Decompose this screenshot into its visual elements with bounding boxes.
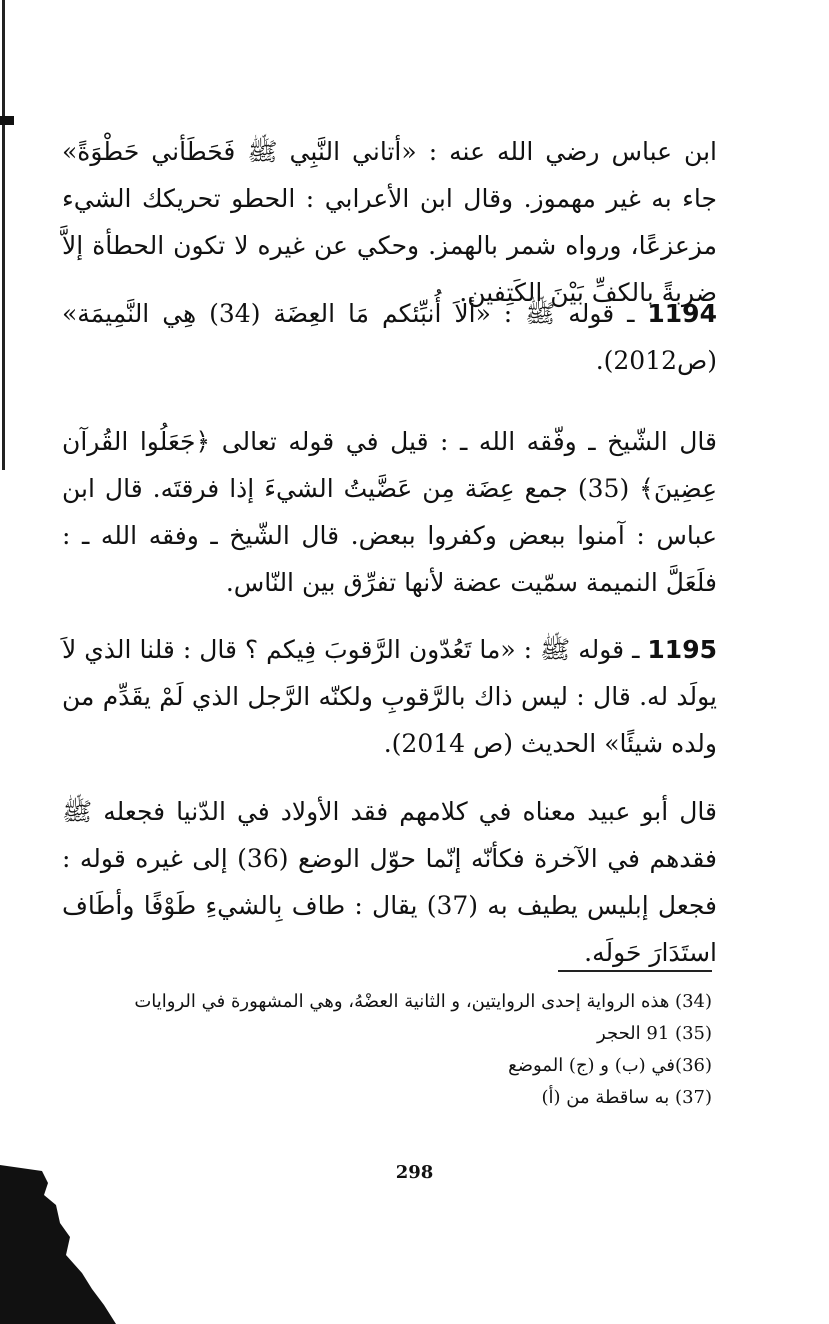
footnote-37: (37) به ساقطة من (أ) — [541, 1087, 712, 1108]
paragraph-4 — [62, 626, 717, 767]
paragraph-2 — [62, 290, 717, 384]
paragraph-1 — [62, 128, 717, 316]
scan-shadow-corner — [0, 1165, 120, 1324]
paragraph-4-text: ـ قوله ﷺ : «ما تَعُدّون الرَّقوبَ فِيكم ؟ قال : قلنا الذي لاَ يولَد له. قال : ليس ذاك بالرَّقوبِ ولكنّه الرَّجل الذي لَمْ يقَدِّم من ولده شيئًا» الحديث (ص 2014). — [62, 635, 717, 758]
paragraph-5-text: قال أبو عبيد معناه في كلامهم فقد الأولاد في الدّنيا فجعله ﷺ فقدهم في الآخرة فكأنّه إنّما حوّل الوضع (36) إلى غيره قوله : فجعل إبليس يطيف به (37) يقال : طاف بِالشيءِ طَوْفًا وأطَاف استَدَارَ حَولَه. — [62, 797, 718, 967]
hadith-number-1195: 1195 — [647, 635, 717, 664]
footnote-separator — [558, 970, 712, 972]
page-number: 298 — [395, 1162, 434, 1183]
paragraph-5 — [62, 788, 717, 976]
footnote-35: (35) 91 الحجر — [597, 1023, 712, 1044]
page-edge-mark — [0, 116, 14, 125]
hadith-number-1194: 1194 — [647, 299, 717, 328]
footnotes — [62, 986, 712, 1114]
footnote-36: (36)في (ب) و (ج) الموضع — [508, 1055, 712, 1076]
paragraph-3-text: قال الشّيخ ـ وفّقه الله ـ : قيل في قوله تعالى ﴿جَعَلُوا القُرآن عِضِينَ﴾ (35) جمع عِضَة مِن عَضَّيتُ الشيءَ إذا فرقتَه. قال ابن عباس : آمنوا ببعض وكفروا ببعض. قال الشّيخ ـ وفقه الله ـ : فلَعَلَّ النميمة سمّيت عضة لأنها تفرِّق بين النّاس. — [62, 427, 717, 597]
footnote-34: (34) هذه الرواية إحدى الروايتين، و الثانية العضْهُ، وهي المشهورة في الروايات — [134, 991, 712, 1012]
paragraph-1-text: ابن عباس رضي الله عنه : «أتاني النَّبِي ﷺ فَحَطَأني حَطْوَةً» جاء به غير مهموز. وقال ابن الأعرابي : الحطو تحريكك الشيء مزعزعًا، ورواه شمر بالهمز. وحكي عن غيره لا تكون الحطأة إلاَّ ضربةً بالكفِّ بَيْنَ الكَتِفين. — [62, 137, 717, 307]
paragraph-2-text: ـ قوله ﷺ : «ألاَ أُنبِّئكم مَا العِضَة (34) هِي النَّمِيمَة» (ص2012). — [62, 299, 717, 375]
paragraph-3 — [62, 418, 717, 606]
page-binding-edge — [2, 0, 5, 470]
